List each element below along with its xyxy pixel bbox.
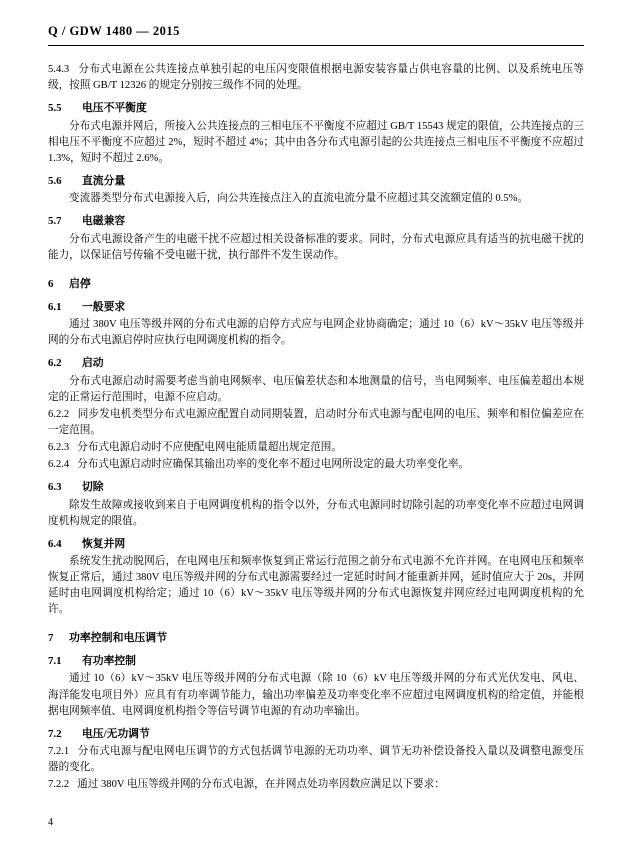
section-title: 有功率控制 [82, 655, 136, 668]
section-heading [48, 276, 584, 293]
numbered-paragraph [48, 62, 584, 94]
paragraph-text: 分布式电源启动时不应使配电网电能质量超出规定范围。 [77, 441, 342, 453]
section-title: 恢复并网 [82, 537, 126, 550]
paragraph: 分布式电源设备产生的电磁干扰不应超过相关设备标准的要求。同时，分布式电源应具有适当的抗电磁干扰的能力，以保证信号传输不受电磁干扰，执行部件不发生误动作。 [48, 233, 584, 261]
section-heading [48, 355, 584, 371]
paragraph: 通过 10（6）kV～35kV 电压等级并网的分布式电源（除 10（6）kV 电压等级并网的分布式光伏发电、风电、海洋能发电项目外）应具有有功率调节能力，输出功率偏差及功率变化率不应超过电网调度机构的给定值，并能根据电网频率值、电网调度机构指令等信号调节电源的有动功率输出。 [48, 673, 584, 717]
numbered-paragraph [48, 407, 584, 439]
section-title: 电磁兼容 [82, 215, 126, 228]
section-heading [48, 726, 584, 742]
section-heading [48, 213, 584, 229]
section-title: 启动 [82, 357, 104, 370]
paragraph-text: 通过 380V 电压等级并网的分布式电源，在并网点处功率因数应满足以下要求： [77, 779, 445, 791]
section-title: 启停 [69, 277, 91, 290]
section-heading [48, 479, 584, 495]
section-heading [48, 653, 584, 669]
section-number: 6.3 [48, 481, 62, 494]
section-title: 切除 [82, 481, 104, 494]
section-number: 5.6 [48, 174, 62, 187]
numbered-paragraph [48, 457, 584, 473]
paragraph: 分布式电源启动时需要考虑当前电网频率、电压偏差状态和本地测量的信号，当电网频率、电压偏差超出本规定的正常运行范围时，电源不应启动。 [48, 375, 584, 403]
section-number: 5.7 [48, 215, 62, 228]
section-title: 电压不平衡度 [82, 102, 147, 115]
numbered-paragraph [48, 440, 584, 456]
paragraph-text: 分布式电源与配电网电压调节的方式包括调节电源的无功功率、调节无功补偿设备投入量以及调整电源变压器的变化。 [48, 746, 584, 774]
clause-number: 6.2.3 [48, 441, 70, 453]
section-heading [48, 173, 584, 189]
clause-number: 6.2.2 [48, 408, 70, 420]
section-number: 6.1 [48, 300, 62, 313]
numbered-paragraph [48, 744, 584, 776]
clause-number: 5.4.3 [48, 64, 70, 75]
section-title: 一般要求 [82, 300, 126, 313]
section-title: 直流分量 [82, 174, 126, 187]
section-title: 功率控制和电压调节 [69, 632, 168, 645]
section-heading [48, 100, 584, 116]
section-number: 6 [48, 277, 54, 290]
paragraph-text: 分布式电源在公共连接点单独引起的电压闪变限值根据电源安装容量占供电容量的比例、以及系统电压等级，按照 GB/T 12326 的规定分别按三级作不同的处理。 [48, 64, 584, 92]
section-number: 6.4 [48, 537, 62, 550]
section-heading [48, 536, 584, 552]
paragraph: 分布式电源并网后，所接入公共连接点的三相电压不平衡度不应超过 GB/T 15543 规定的限值，公共连接点的三相电压不平衡度不应超过 2%，短时不超过 4%；其中由各分布式电源引起的公共连接点三相电压不平衡度不应超过 1.3%，短时不超过 2.6%。 [48, 120, 584, 164]
clause-number: 7.2.2 [48, 779, 70, 791]
clause-number: 6.2.4 [48, 459, 70, 470]
section-number: 5.5 [48, 102, 62, 115]
numbered-paragraph [48, 777, 584, 793]
paragraph: 变流器类型分布式电源接入后，向公共连接点注入的直流电流分量不应超过其交流额定值的 0.5%。 [69, 193, 529, 205]
header-divider [48, 45, 584, 46]
section-number: 6.2 [48, 357, 62, 370]
section-title: 电压/无功调节 [82, 727, 150, 740]
page-header: Q / GDW 1480 — 2015 [48, 24, 180, 38]
section-number: 7 [48, 632, 54, 645]
paragraph-text: 分布式电源启动时应确保其输出功率的变化率不超过电网所设定的最大功率变化率。 [77, 459, 470, 470]
paragraph: 系统发生扰动脱网后，在电网电压和频率恢复到正常运行范围之前分布式电源不允许并网。在电网电压和频率恢复正常后，通过 380V 电压等级并网的分布式电源需要经过一定延时时间才能重新并网，延时值应大于 20s，并网延时由电网调度机构给定；通过 10（6）kV～35kV 电压等级并网的分布式电源恢复并网应经过电网调度机构的允许。 [48, 556, 584, 616]
paragraph: 通过 380V 电压等级并网的分布式电源的启停方式应与电网企业协商确定；通过 10（6）kV～35kV 电压等级并网的分布式电源启停时应执行电网调度机构的指令。 [48, 318, 584, 347]
document-body [48, 62, 584, 793]
section-number: 7.1 [48, 655, 62, 668]
page-number: 4 [48, 817, 53, 828]
paragraph-text: 同步发电机类型分布式电源应配置自动同期装置，启动时分布式电源与配电网的电压、频率和相位偏差应在一定范围。 [48, 408, 584, 436]
section-heading [48, 630, 584, 647]
section-number: 7.2 [48, 727, 62, 740]
section-heading [48, 299, 584, 315]
clause-number: 7.2.1 [48, 746, 70, 758]
paragraph: 除发生故障或接收到来自于电网调度机构的指令以外，分布式电源同时切除引起的功率变化率不应超过电网调度机构规定的限值。 [48, 499, 584, 527]
